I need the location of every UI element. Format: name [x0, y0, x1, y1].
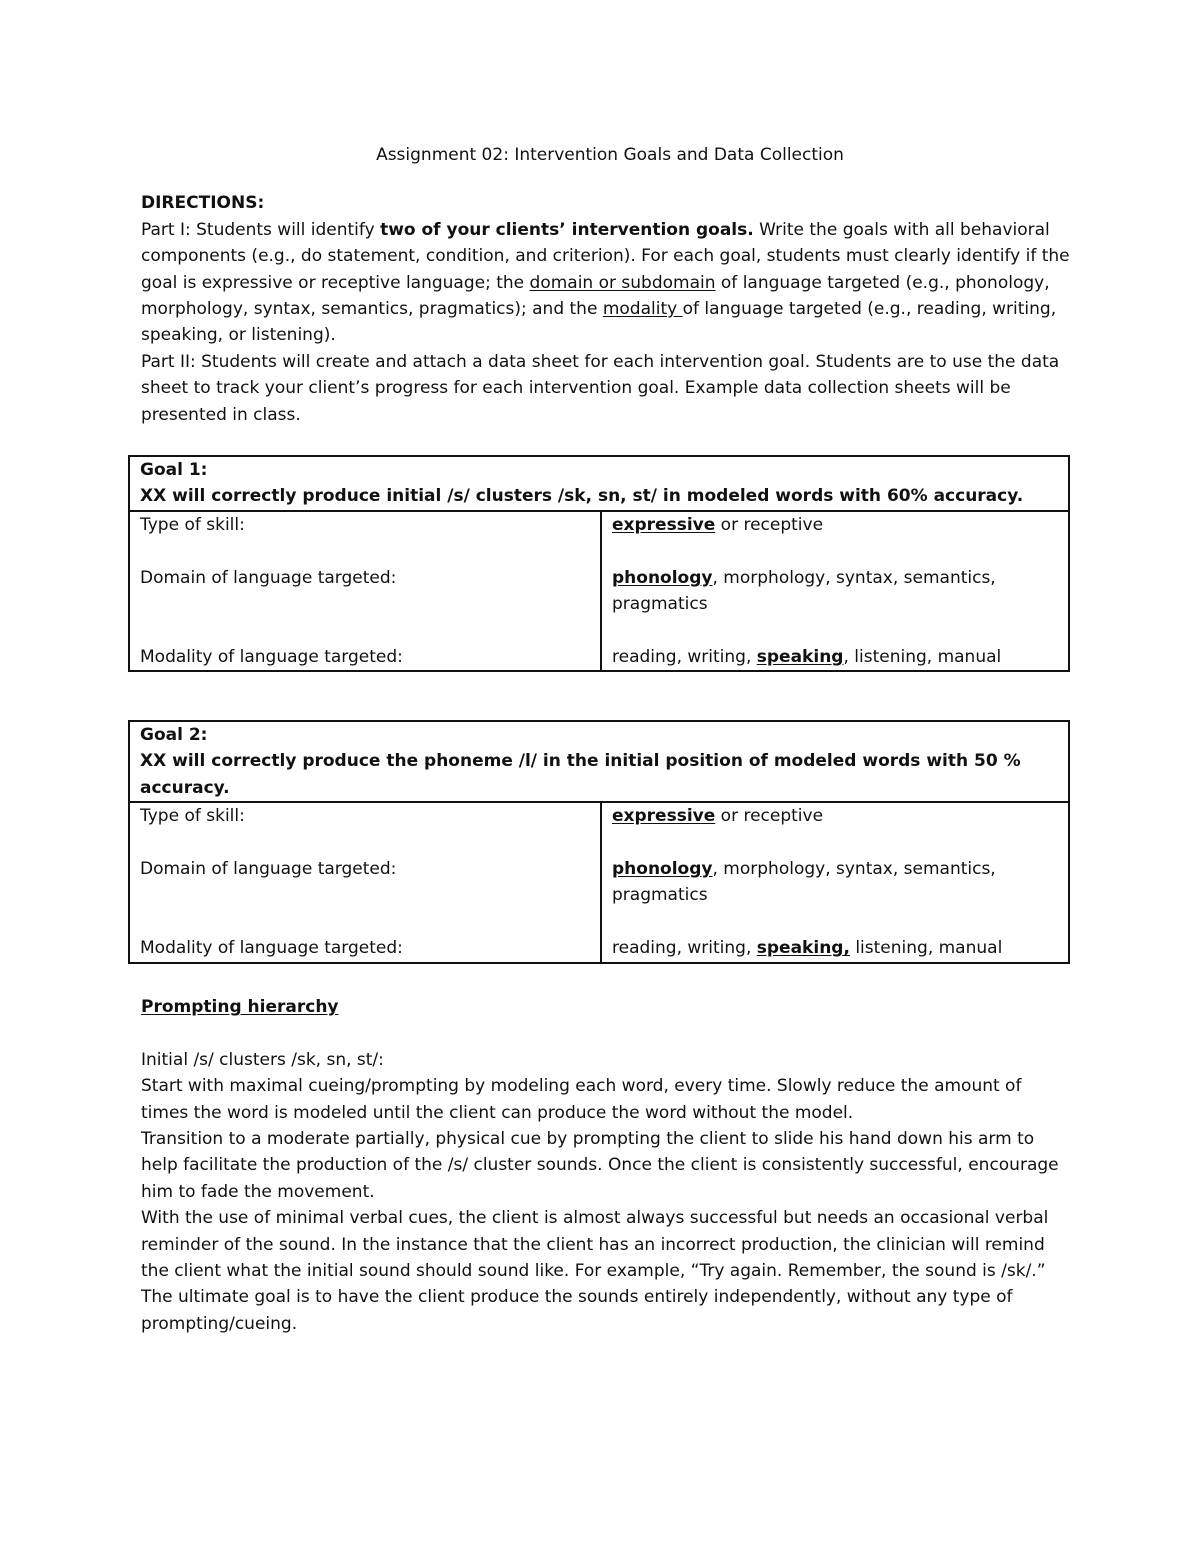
goal-2-skill-selected: expressive	[612, 806, 716, 827]
goal-2-domain-rest: , morphology, syntax, semantics, pragmatics	[612, 859, 996, 906]
part1-text-e: of language targeted (e.g., phonology, morphology, syntax, semantics, pragmatics); and the	[141, 272, 1050, 320]
part1-text-g: of language targeted (e.g., reading, writing, speaking, or listening).	[141, 299, 1057, 346]
goal-2-skill-label: Type of skill:	[140, 806, 245, 827]
goal-1-skill-selected: expressive	[612, 514, 716, 535]
goal-2-header	[129, 721, 1069, 802]
goal-1-labels	[129, 511, 601, 671]
directions-heading: DIRECTIONS:	[141, 193, 265, 214]
goal-1-table	[128, 455, 1070, 672]
part1-bold: two of your clients’ intervention goals.	[380, 219, 754, 240]
page-title: Assignment 02: Intervention Goals and Data Collection	[376, 145, 844, 165]
goal-2-skill-value	[612, 803, 1058, 829]
goal-1-values	[601, 511, 1069, 671]
directions-section	[141, 190, 1071, 428]
prompting-heading: Prompting hierarchy	[141, 997, 339, 1017]
goal-1-label: Goal 1:	[140, 460, 208, 480]
goal-2-modality-selected: speaking,	[756, 938, 850, 959]
goal-2-table	[128, 720, 1070, 964]
prompting-paragraph: The ultimate goal is to have the client produce the sounds entirely independently, without any type of prompting/cueing.	[141, 1287, 1013, 1334]
goal-2-label: Goal 2:	[140, 725, 208, 745]
goal-1-modality-before: reading, writing,	[612, 646, 757, 667]
goal-1-modality-value	[612, 644, 1058, 670]
goal-2-values	[601, 802, 1069, 962]
goal-2-statement: XX will correctly produce the phoneme /l/ in the initial position of modeled words with 50 % accuracy.	[140, 751, 1021, 798]
part1-underline-domain: domain or subdomain	[529, 272, 716, 293]
goal-1-domain-selected: phonology	[612, 567, 713, 588]
goal-1-modality-label: Modality of language targeted:	[140, 646, 403, 667]
goal-2-domain-label: Domain of language targeted:	[140, 859, 397, 879]
goal-2-modality-before: reading, writing,	[612, 938, 757, 959]
part1-text-a: Part I: Students will identify	[141, 219, 381, 240]
document-page	[140, 142, 1071, 1334]
goal-1-domain-label: Domain of language targeted:	[140, 567, 397, 588]
directions-part2: Part II: Students will create and attach a data sheet for each intervention goal. Students are to use the data sheet to track your client’s progress for each intervention goal. Example data collection sheets will be presented in class.	[141, 351, 1060, 425]
goal-2-labels	[129, 802, 601, 962]
goal-1-skill-rest: or receptive	[715, 514, 824, 535]
goal-2-domain-value	[612, 856, 1058, 909]
goal-1-statement: XX will correctly produce initial /s/ clusters /sk, sn, st/ in modeled words with 60% accuracy.	[140, 486, 1024, 507]
goal-1-header	[129, 456, 1069, 511]
directions-part1	[141, 217, 1071, 349]
prompting-paragraph: Start with maximal cueing/prompting by modeling each word, every time. Slowly reduce the amount of times the word is modeled until the client can produce the word without the model.	[141, 1076, 1022, 1123]
goal-2-domain-selected: phonology	[612, 859, 713, 879]
part1-text-c: Write the goals with all behavioral components (e.g., do statement, condition, and criterion). For each goal, students must clearly identify if the goal is expressive or receptive language; the	[141, 219, 1070, 293]
goal-1-modality-selected: speaking	[756, 646, 844, 667]
part1-underline-modality: modality	[602, 299, 683, 320]
prompting-subheading: Initial /s/ clusters /sk, sn, st/:	[141, 1049, 384, 1070]
goal-1-modality-after: , listening, manual	[843, 646, 1002, 667]
goal-2-skill-rest: or receptive	[715, 806, 824, 827]
goal-1-domain-rest: , morphology, syntax, semantics, pragmatics	[612, 567, 996, 614]
goal-2-modality-label: Modality of language targeted:	[140, 938, 403, 959]
prompting-paragraph: With the use of minimal verbal cues, the client is almost always successful but needs an occasional verbal reminder of the sound. In the instance that the client has an incorrect production, the clinician will remind the client what the initial sound should sound like. For example, “Try again. Remember, the sound is /sk/.”	[141, 1208, 1049, 1282]
prompting-paragraph: Transition to a moderate partially, physical cue by prompting the client to slide his hand down his arm to help facilitate the production of the /s/ cluster sounds. Once the client is consistently successful, encourage him to fade the movement.	[141, 1129, 1059, 1202]
goal-2-modality-value	[612, 935, 1058, 961]
goal-1-skill-label: Type of skill:	[140, 514, 245, 535]
prompting-section	[141, 994, 1071, 1337]
goal-1-skill-value	[612, 512, 1058, 538]
goal-1-domain-value	[612, 565, 1058, 618]
goal-2-modality-after: listening, manual	[849, 938, 1003, 959]
